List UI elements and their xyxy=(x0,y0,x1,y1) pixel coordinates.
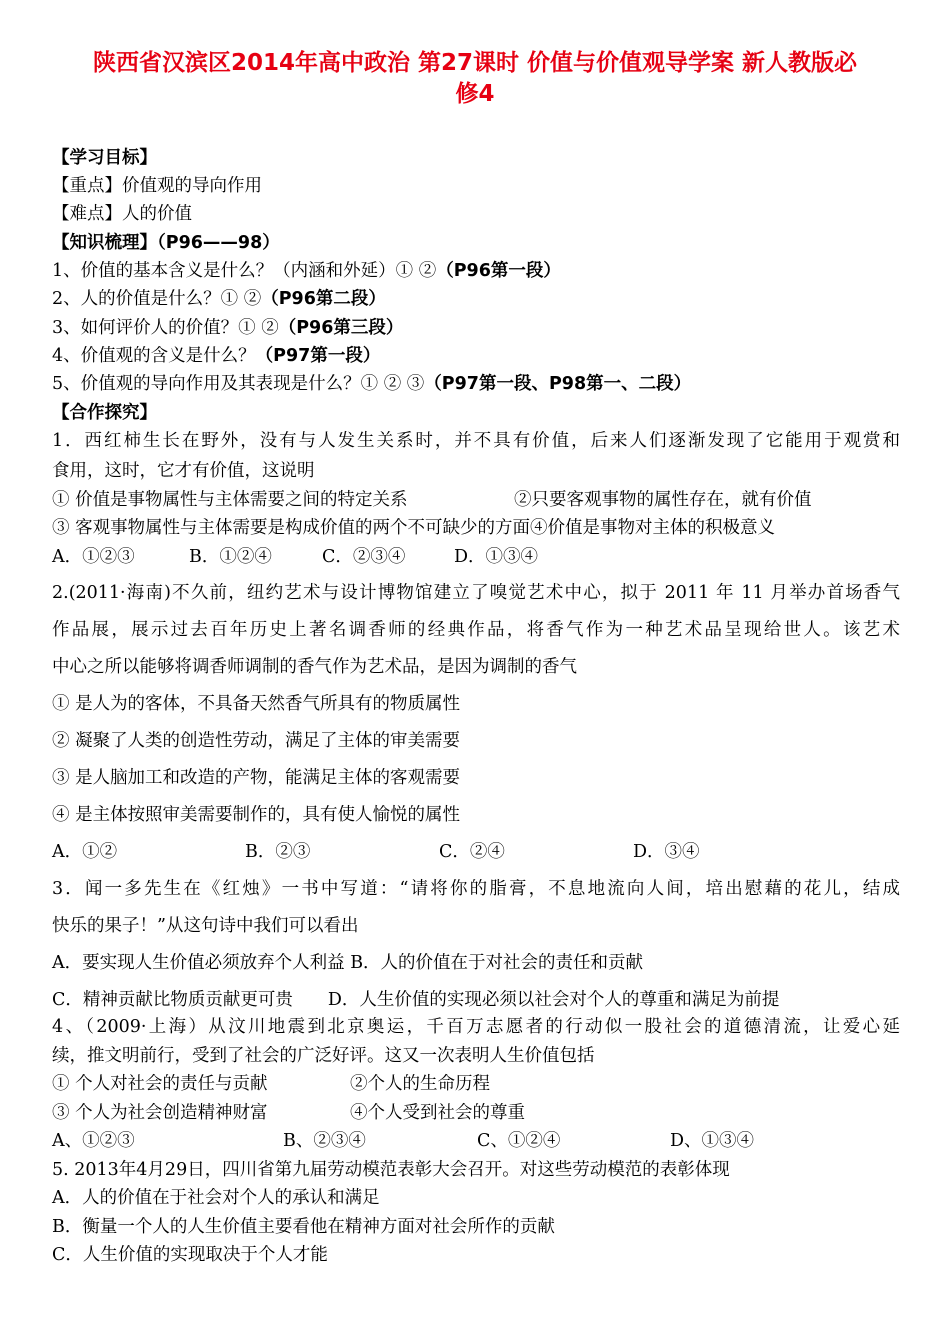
q4-statement-1: ① 个人对社会的责任与贡献 xyxy=(52,1074,268,1094)
q4-statement-2: ②个人的生命历程 xyxy=(350,1074,490,1094)
q2-statement-4: ④ 是主体按照审美需要制作的，具有使人愉悦的属性 xyxy=(52,805,461,825)
q4-option-a: A、①②③ xyxy=(52,1131,135,1151)
q1-statement-2: ②只要客观事物的属性存在，就有价值 xyxy=(514,490,812,510)
q2-option-c: C．②④ xyxy=(439,842,505,862)
q1-option-b: B．①②④ xyxy=(189,547,272,567)
q2-stem-line2: 作品展，展示过去百年历史上著名调香师的经典作品，将香气作为一种艺术品呈现给世人。该艺术 xyxy=(52,620,900,640)
q4-stem-line2: 续，推文明前行，受到了社会的广泛好评。这又一次表明人生价值包括 xyxy=(52,1046,595,1066)
review-item-ref: （P97第一段） xyxy=(255,346,381,366)
review-item-ref: （P96第一段） xyxy=(436,261,561,281)
review-item xyxy=(52,287,386,311)
review-item-ref: （P97第一段、P98第一、二段） xyxy=(424,374,692,394)
q1-option-c: C．②③④ xyxy=(322,547,406,567)
q1-option-a: A．①②③ xyxy=(52,547,135,567)
q2-statement-1: ① 是人为的客体，不具备天然香气所具有的物质属性 xyxy=(52,694,461,714)
review-item-text: 2、人的价值是什么？① ② xyxy=(52,289,262,309)
key-point xyxy=(52,174,262,198)
title-line-2: 修4 xyxy=(455,81,495,107)
review-item-text: 5、价值观的导向作用及其表现是什么？① ② ③ xyxy=(52,374,425,394)
q2-option-d: D．③④ xyxy=(633,842,700,862)
q2-option-b: B．②③ xyxy=(245,842,311,862)
goals-header: 【学习目标】 xyxy=(52,148,157,168)
review-header xyxy=(52,231,280,255)
q3-options-cd: C．精神贡献比物质贡献更可贵 D．人生价值的实现必须以社会对个人的尊重和满足为前提 xyxy=(52,990,780,1010)
q1-option-d: D．①③④ xyxy=(454,547,539,567)
document-title xyxy=(40,48,910,110)
review-item-text: 3、如何评价人的价值？① ② xyxy=(52,318,279,338)
review-item-ref: （P96第三段） xyxy=(278,318,404,338)
q1-statement-1: ① 价值是事物属性与主体需要之间的特定关系 xyxy=(52,490,408,510)
key-point-text: 价值观的导向作用 xyxy=(122,176,262,196)
q2-statement-3: ③ 是人脑加工和改造的产物，能满足主体的客观需要 xyxy=(52,768,461,788)
q3-stem-line1: 3．闻一多先生在《红烛》一书中写道：“请将你的脂膏，不息地流向人间，培出慰藉的花儿，结成 xyxy=(52,879,900,899)
q4-statement-4: ④个人受到社会的尊重 xyxy=(350,1103,525,1123)
q2-stem-line3: 中心之所以能够将调香师调制的香气作为艺术品，是因为调制的香气 xyxy=(52,657,577,677)
review-item-ref: （P96第二段） xyxy=(261,289,386,309)
review-item xyxy=(52,344,380,368)
q4-option-b: B、②③④ xyxy=(283,1131,366,1151)
q1-stem-line2: 食用，这时，它才有价值，这说明 xyxy=(52,461,315,481)
explore-header: 【合作探究】 xyxy=(52,403,157,423)
difficult-point-label: 【难点】 xyxy=(52,204,122,224)
q3-stem-line2: 快乐的果子！”从这句诗中我们可以看出 xyxy=(52,916,359,936)
review-item xyxy=(52,316,403,340)
review-label: 【知识梳理】 xyxy=(52,233,157,253)
q1-stem-line1: 1．西红柿生长在野外，没有与人发生关系时，并不具有价值，后来人们逐渐发现了它能用于观赏和 xyxy=(52,431,900,451)
difficult-point xyxy=(52,202,192,226)
review-item-text: 4、价值观的含义是什么？ xyxy=(52,346,256,366)
review-item xyxy=(52,372,691,396)
review-pages: （P96——98） xyxy=(157,233,280,253)
q5-option-a: A．人的价值在于社会对个人的承认和满足 xyxy=(52,1188,380,1208)
q1-statement-3: ③ 客观事物属性与主体需要是构成价值的两个不可缺少的方面④价值是事物对主体的积极意义 xyxy=(52,518,776,538)
q2-option-a: A．①② xyxy=(52,842,118,862)
title-line-1: 陕西省汉滨区2014年高中政治 第27课时 价值与价值观导学案 新人教版必 xyxy=(92,50,858,76)
q2-statement-2: ② 凝聚了人类的创造性劳动，满足了主体的审美需要 xyxy=(52,731,461,751)
review-item xyxy=(52,259,561,283)
difficult-point-text: 人的价值 xyxy=(122,204,192,224)
q2-stem-line1: 2.(2011·海南)不久前，纽约艺术与设计博物馆建立了嗅觉艺术中心，拟于 2011 年 11 月举办首场香气 xyxy=(52,583,900,603)
q3-options-ab: A．要实现人生价值必须放弃个人利益 B．人的价值在于对社会的责任和贡献 xyxy=(52,953,644,973)
key-point-label: 【重点】 xyxy=(52,176,122,196)
q4-statement-3: ③ 个人为社会创造精神财富 xyxy=(52,1103,268,1123)
q5-option-c: C．人生价值的实现取决于个人才能 xyxy=(52,1245,328,1265)
q4-option-d: D、①③④ xyxy=(670,1131,755,1151)
q5-option-b: B．衡量一个人的人生价值主要看他在精神方面对社会所作的贡献 xyxy=(52,1217,555,1237)
q4-stem-line1: 4、（2009·上海）从汶川地震到北京奥运，千百万志愿者的行动似一股社会的道德清流，让爱心延 xyxy=(52,1017,900,1037)
q4-option-c: C、①②④ xyxy=(477,1131,561,1151)
review-item-text: 1、价值的基本含义是什么？（内涵和外延）① ② xyxy=(52,261,437,281)
q5-stem: 5. 2013年4月29日，四川省第九届劳动模范表彰大会召开。对这些劳动模范的表彰体现 xyxy=(52,1160,730,1180)
